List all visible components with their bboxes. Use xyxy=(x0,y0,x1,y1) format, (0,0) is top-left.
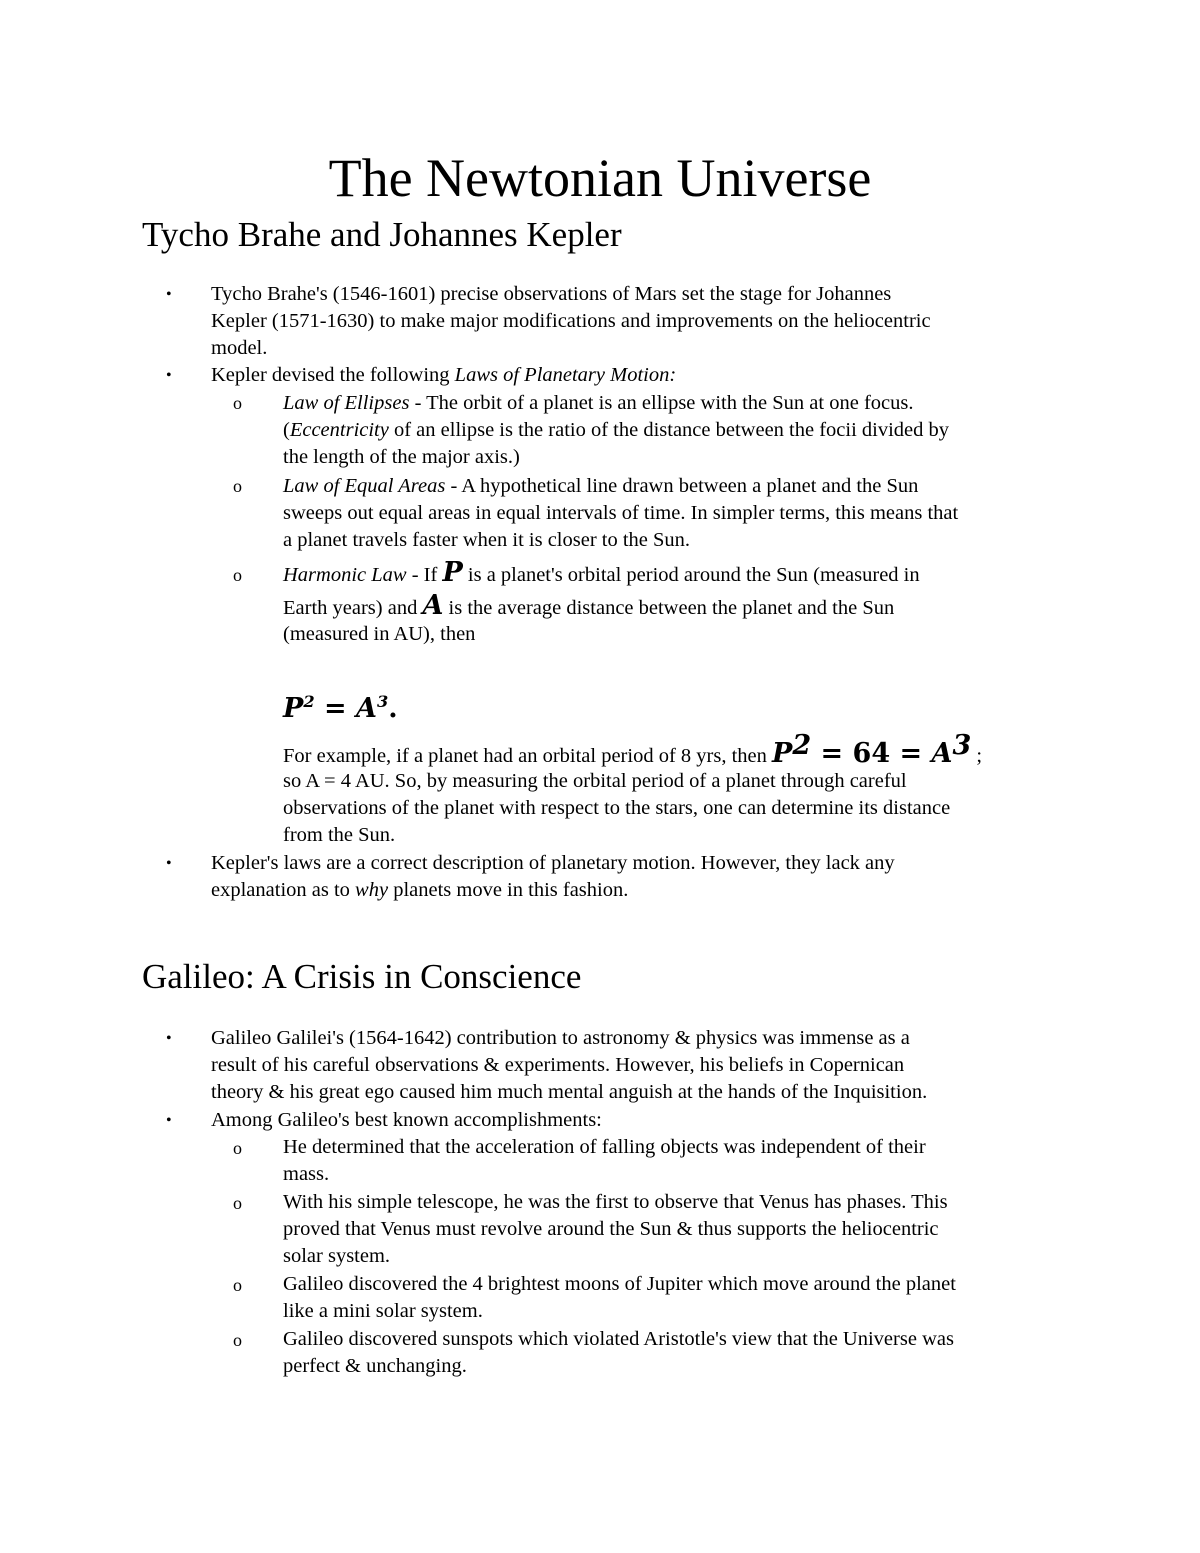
sub-bullet-icon: o xyxy=(233,476,242,496)
paragraph-line xyxy=(283,559,920,589)
emphasis-text: why xyxy=(355,879,389,901)
sub-bullet-icon: o xyxy=(233,1275,242,1295)
emphasis-text: Laws of Planetary Motion: xyxy=(454,364,677,386)
paragraph-line: (measured in AU), then xyxy=(283,623,476,645)
paragraph-line: solar system. xyxy=(283,1245,391,1267)
bullet-icon: • xyxy=(166,1112,172,1129)
math-operator: = 64 = xyxy=(811,738,932,769)
paragraph-line: Kepler's laws are a correct description of planetary motion. However, they lack any xyxy=(211,852,895,874)
paragraph-line: from the Sun. xyxy=(283,824,396,846)
text-run: is a planet's orbital period around the Sun (measured in xyxy=(462,564,920,586)
emphasis-text: Eccentricity xyxy=(289,419,389,441)
paragraph-line: so A = 4 AU. So, by measuring the orbital period of a planet through careful xyxy=(283,770,907,792)
math-variable-p: P xyxy=(283,693,304,724)
paragraph-line: proved that Venus must revolve around the Sun & thus supports the heliocentric xyxy=(283,1218,939,1240)
paragraph-line xyxy=(211,362,676,389)
text-run: of an ellipse is the ratio of the distance between the focii divided by xyxy=(388,419,950,441)
math-exponent: 2 xyxy=(792,730,812,762)
bullet-icon: • xyxy=(166,1030,172,1047)
emphasis-text: Law of Equal Areas xyxy=(283,475,446,497)
harmonic-law-equation xyxy=(283,690,398,727)
paragraph-line: model. xyxy=(211,337,268,359)
text-run: is the average distance between the planet and the Sun xyxy=(443,597,895,619)
paragraph-line: Galileo discovered the 4 brightest moons of Jupiter which move around the planet xyxy=(283,1273,956,1295)
sub-bullet-icon: o xyxy=(233,1138,242,1158)
math-period: . xyxy=(388,693,398,724)
math-exponent: 3 xyxy=(376,692,389,711)
bullet-icon: • xyxy=(166,286,172,303)
paragraph-line: like a mini solar system. xyxy=(283,1300,483,1322)
text-run: - The orbit of a planet is an ellipse with the Sun at one focus. xyxy=(409,392,914,414)
paragraph-line: Galileo discovered sunspots which violated Aristotle's view that the Universe was xyxy=(283,1328,954,1350)
text-run: - If xyxy=(406,564,443,586)
paragraph-line xyxy=(283,473,918,500)
text-run: ; xyxy=(971,745,983,767)
math-variable-a: A xyxy=(422,590,444,621)
paragraph-line: mass. xyxy=(283,1163,330,1185)
paragraph-line xyxy=(283,592,894,622)
math-operator: = xyxy=(314,693,357,724)
math-variable-p: P xyxy=(772,738,793,769)
paragraph-line: sweeps out equal areas in equal intervals of time. In simpler terms, this means that xyxy=(283,502,959,524)
paragraph-line: Galileo Galilei's (1564-1642) contribution to astronomy & physics was immense as a xyxy=(211,1027,910,1049)
bullet-icon: • xyxy=(166,855,172,872)
bullet-icon: • xyxy=(166,367,172,384)
paragraph-line xyxy=(283,417,949,444)
text-run: planets move in this fashion. xyxy=(388,879,629,901)
paragraph-line: perfect & unchanging. xyxy=(283,1355,467,1377)
paragraph-line: the length of the major axis.) xyxy=(283,446,520,468)
sub-bullet-icon: o xyxy=(233,565,242,585)
text-run: ( xyxy=(283,419,290,441)
paragraph-line: observations of the planet with respect to the stars, one can determine its distance xyxy=(283,797,951,819)
text-run: For example, if a planet had an orbital period of 8 yrs, then xyxy=(283,745,773,767)
math-variable-a: A xyxy=(931,738,953,769)
sub-bullet-icon: o xyxy=(233,393,242,413)
math-variable-a: A xyxy=(356,693,377,724)
math-variable-p: P xyxy=(442,557,463,588)
text-run: Kepler devised the following xyxy=(211,364,455,386)
paragraph-line xyxy=(211,877,628,904)
math-exponent: 3 xyxy=(952,730,972,762)
section-heading-kepler: Tycho Brahe and Johannes Kepler xyxy=(142,215,622,254)
math-exponent: 2 xyxy=(303,692,315,711)
paragraph-line: He determined that the acceleration of falling objects was independent of their xyxy=(283,1136,926,1158)
sub-bullet-icon: o xyxy=(233,1330,242,1350)
paragraph-line xyxy=(283,390,913,417)
paragraph-line: a planet travels faster when it is closer to the Sun. xyxy=(283,529,691,551)
paragraph-line: result of his careful observations & experiments. However, his beliefs in Copernican xyxy=(211,1054,905,1076)
paragraph-line: With his simple telescope, he was the first to observe that Venus has phases. This xyxy=(283,1191,948,1213)
paragraph-line: Kepler (1571-1630) to make major modifications and improvements on the heliocentric xyxy=(211,310,931,332)
paragraph-line: Tycho Brahe's (1546-1601) precise observations of Mars set the stage for Johannes xyxy=(211,283,892,305)
page-title: The Newtonian Universe xyxy=(328,148,872,208)
paragraph-line xyxy=(283,730,983,770)
section-heading-galileo: Galileo: A Crisis in Conscience xyxy=(142,957,582,996)
text-run: Earth years) and xyxy=(283,597,423,619)
sub-bullet-icon: o xyxy=(233,1193,242,1213)
paragraph-line: theory & his great ego caused him much mental anguish at the hands of the Inquisition. xyxy=(211,1081,928,1103)
paragraph-line: Among Galileo's best known accomplishments: xyxy=(211,1109,602,1131)
emphasis-text: Law of Ellipses xyxy=(283,392,410,414)
text-run: explanation as to xyxy=(211,879,356,901)
emphasis-text: Harmonic Law xyxy=(283,564,407,586)
text-run: - A hypothetical line drawn between a planet and the Sun xyxy=(445,475,919,497)
